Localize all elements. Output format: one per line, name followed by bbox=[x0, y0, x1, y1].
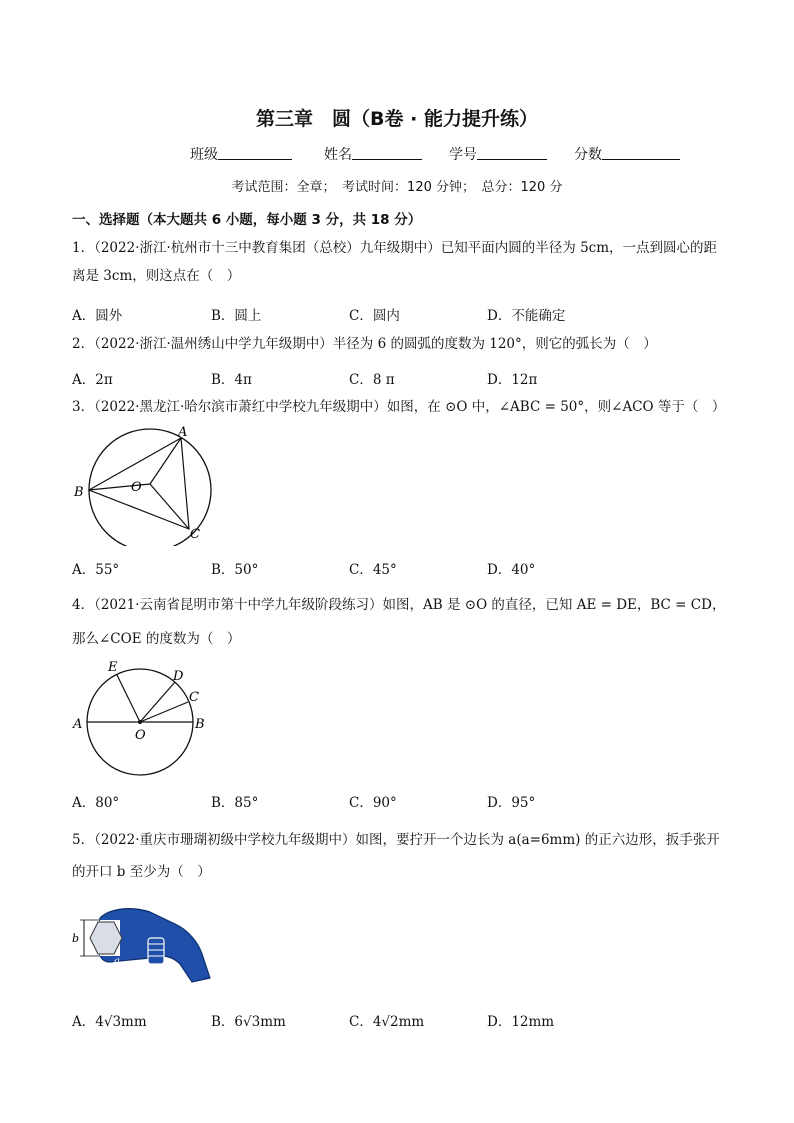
question-4 bbox=[72, 591, 732, 653]
q2-option-a: A．2π bbox=[72, 372, 113, 388]
q1-option-b: B．圆上 bbox=[211, 308, 262, 324]
q3-option-a: A．55° bbox=[72, 562, 120, 578]
q3-label-a: A bbox=[178, 425, 188, 440]
q3-circle-figure bbox=[72, 422, 222, 546]
id-field bbox=[449, 144, 547, 164]
q4-label-d: D bbox=[173, 669, 184, 684]
q2-source: 2．（2022·浙江·温州绣山中学九年级期中） bbox=[72, 336, 333, 352]
q4-option-b: B．85° bbox=[211, 795, 259, 811]
id-blank bbox=[477, 145, 547, 160]
q3-option-b: B．50° bbox=[211, 562, 259, 578]
q3-label-c: C bbox=[190, 527, 200, 542]
q5-label-b: b bbox=[72, 932, 80, 945]
q4-text-line1: 如图，AB 是 ⊙O 的直径，已知 AE = DE，BC = CD， bbox=[382, 597, 726, 613]
question-3 bbox=[72, 393, 732, 421]
q3-label-o: O bbox=[131, 480, 142, 495]
q5-option-a: A．4√3mm bbox=[72, 1014, 147, 1030]
q5-source: 5．（2022·重庆市珊瑚初级中学校九年级期中） bbox=[72, 832, 356, 848]
q5-wrench-figure bbox=[70, 902, 220, 992]
q4-label-c: C bbox=[189, 690, 199, 705]
q4-radius-oe bbox=[117, 675, 140, 722]
q4-option-d: D．95° bbox=[487, 795, 536, 811]
q4-source: 4．（2021·云南省昆明市第十中学九年级阶段练习） bbox=[72, 597, 383, 613]
question-1 bbox=[72, 234, 732, 290]
q3-option-d: D．40° bbox=[487, 562, 536, 578]
q4-label-e: E bbox=[108, 660, 118, 675]
q1-text-line1: 已知平面内圆的半径为 5cm，一点到圆心的距 bbox=[440, 240, 718, 256]
q5-option-b: B．6√3mm bbox=[211, 1014, 286, 1030]
q3-option-c: C．45° bbox=[349, 562, 397, 578]
q5-text-line2: 的开口 b 至少为（ ） bbox=[72, 864, 211, 880]
exam-info: 考试范围：全章； 考试时间：120 分钟； 总分：120 分 bbox=[231, 180, 563, 195]
q5-option-d: D．12mm bbox=[487, 1014, 555, 1030]
name-field bbox=[324, 144, 422, 164]
q4-semicircle-figure bbox=[72, 658, 222, 786]
section-title: 一、选择题（本大题共 6 小题，每小题 3 分，共 18 分） bbox=[72, 212, 422, 228]
q4-option-c: C．90° bbox=[349, 795, 397, 811]
q5-text-line1: 如图，要拧开一个边长为 a(a=6mm) 的正六边形，扳手张开 bbox=[355, 832, 720, 848]
q4-radius-oc bbox=[140, 702, 188, 722]
wrench-worm bbox=[148, 938, 164, 964]
score-field bbox=[574, 144, 680, 164]
q3-line-oc bbox=[150, 484, 189, 529]
q5-option-c: C．4√2mm bbox=[349, 1014, 425, 1030]
class-blank bbox=[218, 145, 292, 160]
q2-option-c: C．8 π bbox=[349, 372, 395, 388]
q3-source: 3．（2022·黑龙江·哈尔滨市萧红中学校九年级期中） bbox=[72, 399, 387, 415]
q1-option-c: C．圆内 bbox=[349, 308, 400, 324]
q4-center-dot bbox=[138, 720, 142, 724]
q2-option-d: D．12π bbox=[487, 372, 538, 388]
q1-text-line2: 离是 3cm，则这点在（ ） bbox=[72, 268, 241, 284]
id-label: 学号 bbox=[449, 147, 477, 163]
q4-label-o: O bbox=[135, 728, 146, 743]
q4-radius-od bbox=[140, 682, 175, 722]
q2-text: 半径为 6 的圆弧的度数为 120°，则它的弧长为（ ） bbox=[332, 336, 657, 352]
q4-option-a: A．80° bbox=[72, 795, 120, 811]
q4-label-a: A bbox=[73, 717, 83, 732]
q3-text: 如图，在 ⊙O 中，∠ABC = 50°，则∠ACO 等于（ ） bbox=[386, 399, 726, 415]
score-label: 分数 bbox=[574, 147, 602, 163]
score-blank bbox=[602, 145, 680, 160]
question-5 bbox=[72, 826, 732, 886]
q4-text-line2: 那么∠COE 的度数为（ ） bbox=[72, 631, 241, 647]
q3-label-b: B bbox=[74, 485, 84, 500]
q2-option-b: B．4π bbox=[211, 372, 252, 388]
class-field bbox=[190, 144, 292, 164]
class-label: 班级 bbox=[190, 147, 218, 163]
q4-label-b: B bbox=[195, 717, 205, 732]
q1-option-a: A．圆外 bbox=[72, 308, 123, 324]
q1-option-d: D．不能确定 bbox=[487, 308, 566, 324]
q1-source: 1．（2022·浙江·杭州市十三中教育集团（总校）九年级期中） bbox=[72, 240, 441, 256]
question-2 bbox=[72, 330, 732, 358]
name-blank bbox=[352, 145, 422, 160]
q5-label-a: a bbox=[114, 956, 120, 967]
name-label: 姓名 bbox=[324, 147, 352, 163]
page-title: 第三章 圆（B卷 · 能力提升练） bbox=[256, 108, 538, 130]
